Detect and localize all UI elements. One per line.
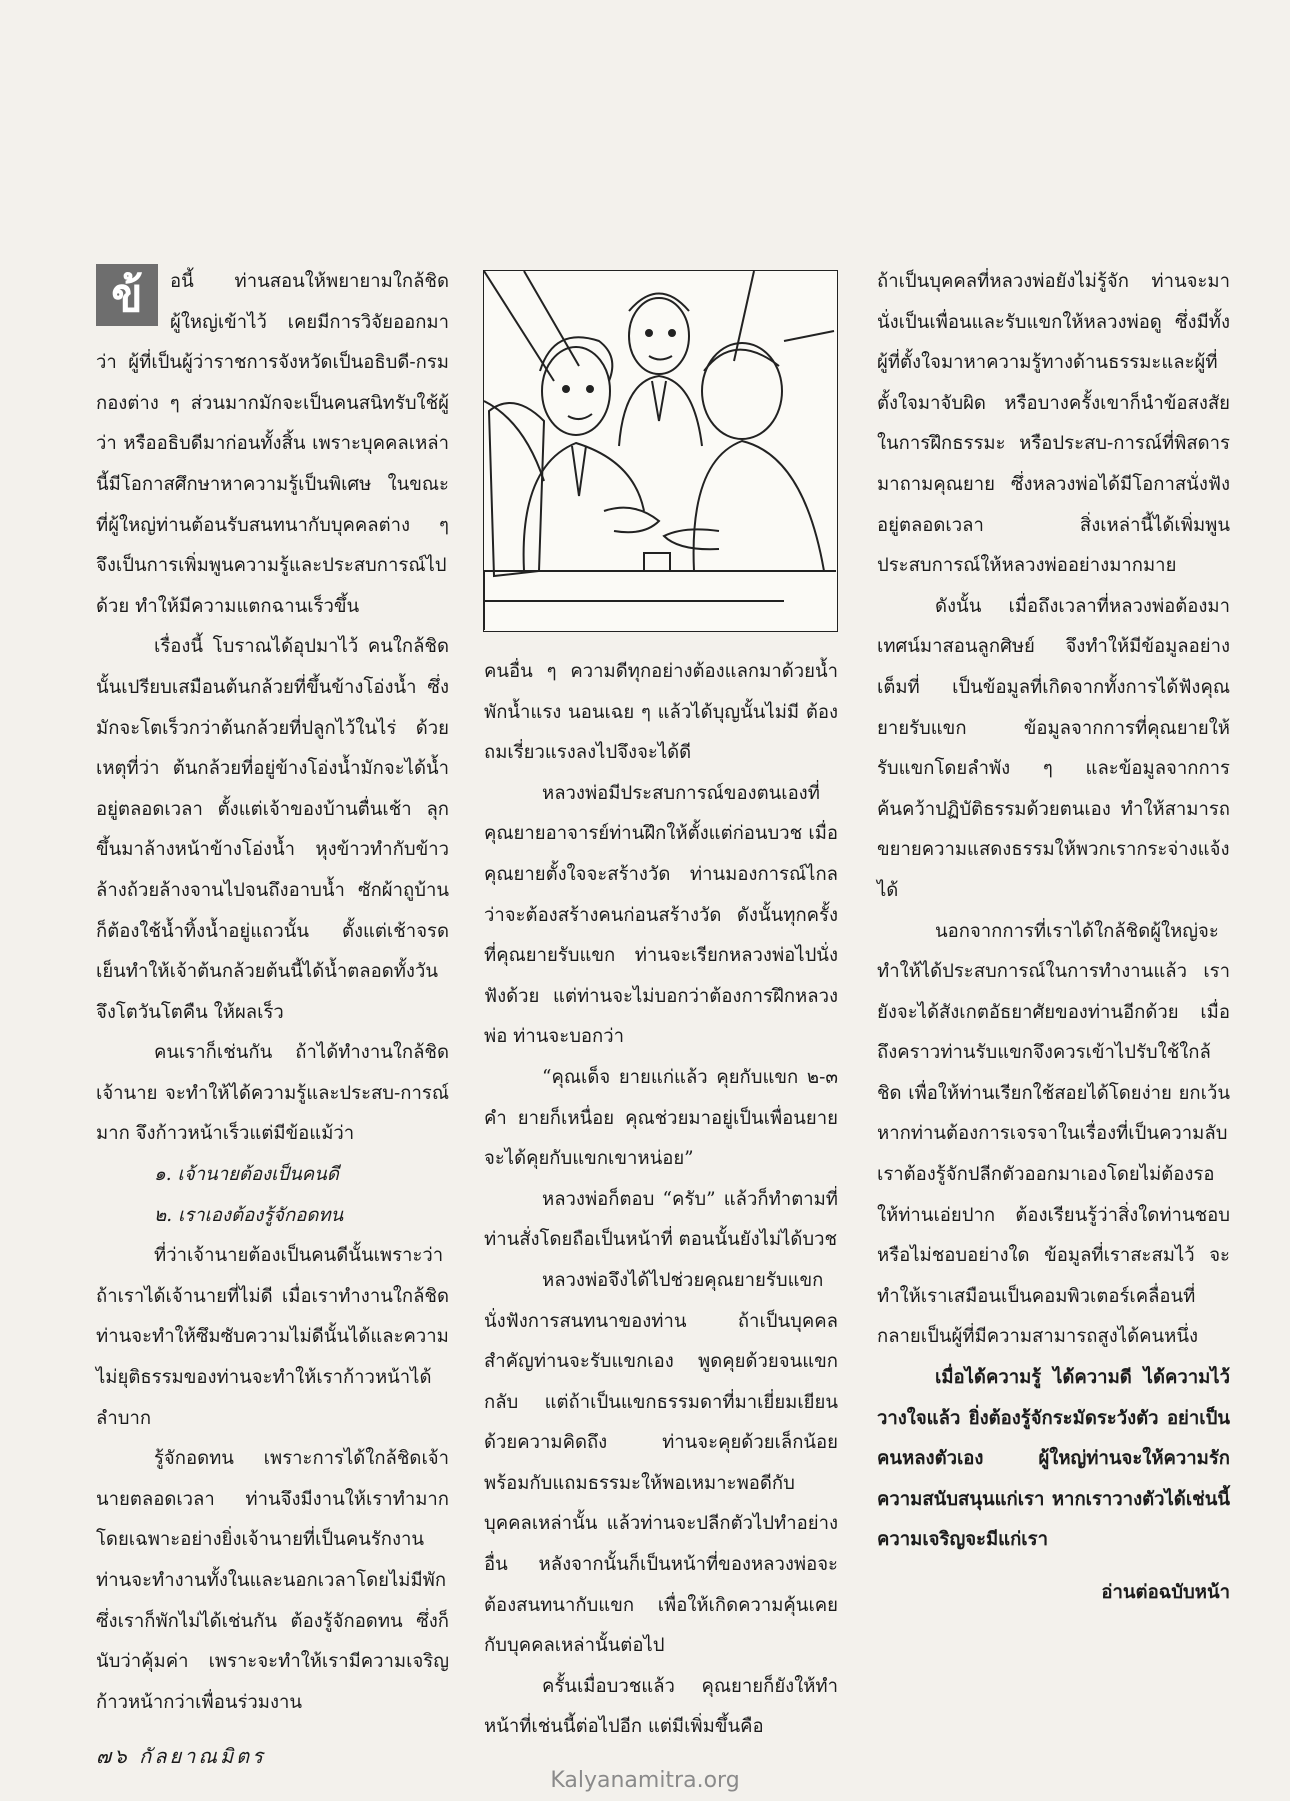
paragraph-conclusion: เมื่อได้ความรู้ ได้ความดี ได้ความไว้วางใจแล้ว ยิ่งต้องรู้จักระมัดระวังตัว อย่าเป็นคนหลงตัวเอง ผู้ใหญ่ท่านจะให้ความรัก ความสนับสนุนแก่เรา หากเราวางตัวได้เช่นนี้ ความเจริญจะมีแก่เรา — [877, 1367, 1230, 1551]
paragraph-answer: หลวงพ่อก็ตอบ “ครับ” แล้วก็ทำตามที่ท่านสั่งโดยถือเป็นหน้าที่ ตอนนั้นยังไม่ได้บวช — [484, 1188, 838, 1251]
paragraph-experience: หลวงพ่อมีประสบการณ์ของตนเองที่คุณยายอาจารย์ท่านฝึกให้ตั้งแต่ก่อนบวช เมื่อคุณยายตั้งใจจะสร้างวัด ท่านมองการณ์ไกลว่าจะต้องสร้างคนก่อนสร้างวัด ดังนั้นทุกครั้งที่คุณยายรับแขก ท่านจะเรียกหลวงพ่อไปนั่งฟังด้วย แต่ท่านจะไม่บอกว่าต้องการฝึกหลวงพ่อ ท่านจะบอกว่า — [484, 782, 838, 1048]
paragraph-intro: อนี้ ท่านสอนให้พยายามใกล้ชิดผู้ใหญ่เข้าไว้ เคยมีการวิจัยออกมาว่า ผู้ที่เป็นผู้ว่าราชการจังหวัดเป็นอธิบดี-กรมกองต่าง ๆ ส่วนมากมักจะเป็นคนสนิทรับใช้ผู้ว่า หรืออธิบดีมาก่อนทั้งสิ้น เพราะบุคคลเหล่านี้มีโอกาสศึกษาหาความรู้เป็นพิเศษ ในขณะที่ผู้ใหญ่ท่านต้อนรับสนทนากับบุคคลต่าง ๆ จึงเป็นการเพิ่มพูนความรู้และประสบการณ์ไปด้วย ทำให้มีความแตกฉานเร็วขึ้น — [96, 271, 449, 617]
watermark: Kalyanamitra.org — [550, 1768, 740, 1793]
paragraph-receiving-guests: หลวงพ่อจึงได้ไปช่วยคุณยายรับแขกนั่งฟังการสนทนาของท่าน ถ้าเป็นบุคคลสำคัญท่านจะรับแขกเอง พูดคุยด้วยจนแขกกลับ แต่ถ้าเป็นแขกธรรมดาที่มาเยี่ยมเยียนด้วยความคิดถึง ท่านจะคุยด้วยเล็กน้อย พร้อมกับแถมธรรมะให้พอเหมาะพอดีกับบุคคลเหล่านั้น แล้วท่านจะปลีกตัวไปทำอย่างอื่น หลังจากนั้นก็เป็นหน้าที่ของหลวงพ่อจะต้องสนทนากับแขก เพื่อให้เกิดความคุ้นเคยกับบุคคลเหล่านั้นต่อไป — [484, 1269, 838, 1657]
continued-next-issue: อ่านต่อฉบับหน้า — [1101, 1582, 1230, 1603]
list-item-good-boss: ๑. เจ้านายต้องเป็นคนดี — [154, 1164, 339, 1186]
paragraph-after-ordination: ครั้นเมื่อบวชแล้ว คุณยายก็ยังให้ทำหน้าที่เช่นนี้ต่อไปอีก แต่มีเพิ่มขึ้นคือ — [484, 1675, 838, 1738]
paragraph-working-close: คนเราก็เช่นกัน ถ้าได้ทำงานใกล้ชิดเจ้านาย จะทำให้ได้ความรู้และประสบ-การณ์มาก จึงก้าวหน้าเร็วแต่มีข้อแม้ว่า — [96, 1042, 449, 1145]
column-middle — [484, 652, 838, 1748]
paragraph-banana-tree: เรื่องนี้ โบราณได้อุปมาไว้ คนใกล้ชิดนั้นเปรียบเสมือนต้นกล้วยที่ขึ้นข้างโอ่งน้ำ ซึ่งมักจะโตเร็วกว่าต้นกล้วยที่ปลูกไว้ในไร่ ด้วยเหตุที่ว่า ต้นกล้วยที่อยู่ข้างโอ่งน้ำมักจะได้น้ำอยู่ตลอดเวลา ตั้งแต่เจ้าของบ้านตื่นเช้า ลุกขึ้นมาล้างหน้าข้างโอ่งน้ำ หุงข้าวทำกับข้าว ล้างถ้วยล้างจานไปจนถึงอาบน้ำ ซักผ้าถูบ้านก็ต้องใช้น้ำทิ้งน้ำอยู่แถวนั้น ตั้งแต่เช้าจรดเย็นทำให้เจ้าต้นกล้วยต้นนี้ได้น้ำตลอดทั้งวัน จึงโตวันโตคืน ให้ผลเร็ว — [96, 636, 449, 1023]
paragraph-observation: นอกจากการที่เราได้ใกล้ชิดผู้ใหญ่จะทำให้ได้ประสบการณ์ในการทำงานแล้ว เรายังจะได้สังเกตอัธยาศัยของท่านอีกด้วย เมื่อถึงคราวท่านรับแขกจึงควรเข้าไปรับใช้ใกล้ชิด เพื่อให้ท่านเรียกใช้สอยได้โดยง่าย ยกเว้นหากท่านต้องการเจรจาในเรื่องที่เป็นความลับ เราต้องรู้จักปลีกตัวออกมาเองโดยไม่ต้องรอให้ท่านเอ่ยปาก ต้องเรียนรู้ว่าสิ่งใดท่านชอบหรือไม่ชอบอย่างใด ข้อมูลที่เราสะสมไว้ จะทำให้เราเสมือนเป็นคอมพิวเตอร์เคลื่อนที่ กลายเป็นผู้ที่มีความสามารถสูงได้คนหนึ่ง — [877, 920, 1230, 1348]
paragraph-good-boss: ที่ว่าเจ้านายต้องเป็นคนดีนั้นเพราะว่าถ้าเราได้เจ้านายที่ไม่ดี เมื่อเราทำงานใกล้ชิดท่านจะทำให้ซึมซับความไม่ดีนั้นได้และความไม่ยุติธรรมของท่านจะทำให้เราก้าวหน้าได้ลำบาก — [96, 1245, 449, 1429]
drop-cap: ข้ — [96, 264, 158, 326]
paragraph-patience: รู้จักอดทน เพราะการได้ใกล้ชิดเจ้านายตลอดเวลา ท่านจึงมีงานให้เราทำมาก โดยเฉพาะอย่างยิ่งเจ้านายที่เป็นคนรักงาน ท่านจะทำงานทั้งในและนอกเวลาโดยไม่มีพัก ซึ่งเราก็พักไม่ได้เช่นกัน ต้องรู้จักอดทน ซึ่งก็นับว่าคุ้มค่า เพราะจะทำให้เรามีความเจริญก้าวหน้ากว่าเพื่อนร่วมงาน — [96, 1448, 449, 1713]
paragraph-unknown-guests: ถ้าเป็นบุคคลที่หลวงพ่อยังไม่รู้จัก ท่านจะมานั่งเป็นเพื่อนและรับแขกให้หลวงพ่อดู ซึ่งมีทั้งผู้ที่ตั้งใจมาหาความรู้ทางด้านธรรมะและผู้ที่ตั้งใจมาจับผิด หรือบางครั้งเขาก็นำข้อสงสัยในการฝึกธรรมะ หรือประสบ-การณ์ที่พิสดารมาถามคุณยาย ซึ่งหลวงพ่อได้มีโอกาสนั่งฟังอยู่ตลอดเวลา สิ่งเหล่านี้ได้เพิ่มพูนประสบการณ์ให้หลวงพ่ออย่างมากมาย — [877, 271, 1230, 577]
illustration-drawing — [484, 271, 836, 630]
list-item-patience: ๒. เราเองต้องรู้จักอดทน — [154, 1204, 344, 1226]
page-footer: ๗๖ กัลยาณมิตร — [96, 1744, 266, 1768]
paragraph-effort: คนอื่น ๆ ความดีทุกอย่างต้องแลกมาด้วยน้ำพักน้ำแรง นอนเฉย ๆ แล้วได้บุญนั้นไม่มี ต้องถมเรี่ยวแรงลงไปจึงจะได้ดี — [484, 661, 838, 764]
illustration-meeting — [483, 270, 838, 632]
column-right — [877, 262, 1230, 1614]
column-left — [96, 262, 449, 1723]
paragraph-quote: “คุณเด็จ ยายแก่แล้ว คุยกับแขก ๒-๓ คำ ยายก็เหนื่อย คุณช่วยมาอยู่เป็นเพื่อนยาย จะได้คุยกับแขกเขาหน่อย” — [484, 1066, 838, 1170]
paragraph-teaching: ดังนั้น เมื่อถึงเวลาที่หลวงพ่อต้องมาเทศน์มาสอนลูกศิษย์ จึงทำให้มีข้อมูลอย่างเต็มที่ เป็นข้อมูลที่เกิดจากทั้งการได้ฟังคุณยายรับแขก ข้อมูลจากการที่คุณยายให้รับแขกโดยลำพัง ๆ และข้อมูลจากการค้นคว้าปฏิบัติธรรมด้วยตนเอง ทำให้สามารถขยายความแสดงธรรมให้พวกเรากระจ่างแจ้งได้ — [877, 595, 1230, 901]
